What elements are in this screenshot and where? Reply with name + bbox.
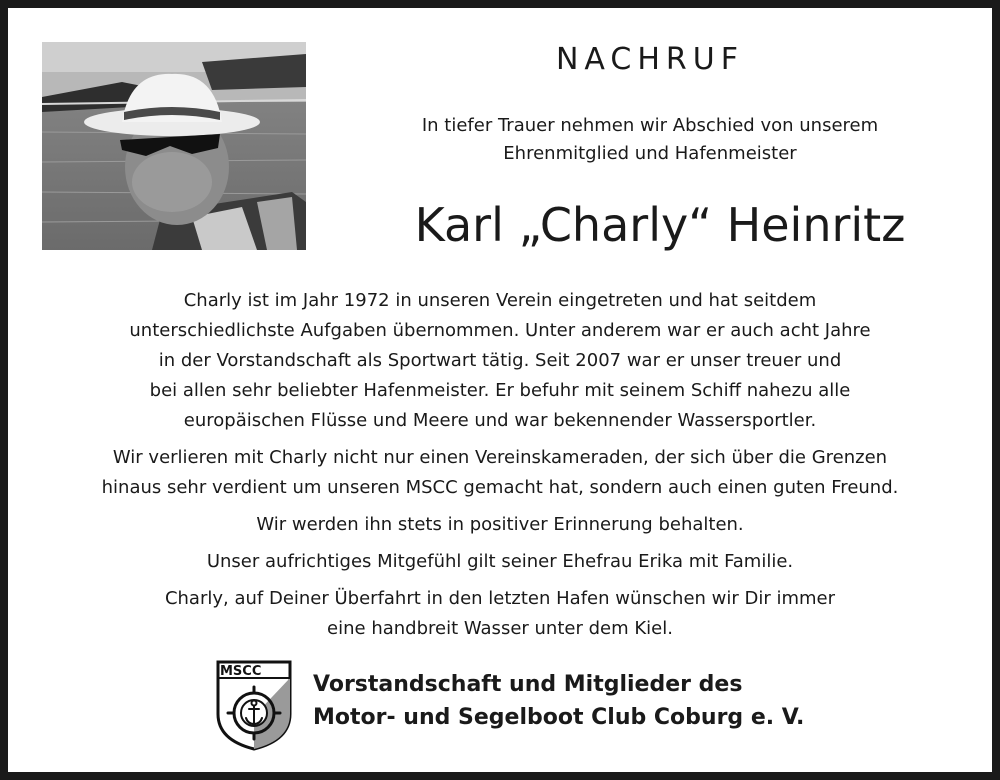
deceased-name: Karl „Charly“ Heinritz [414, 198, 906, 252]
paragraph [8, 547, 992, 577]
text-line: Unser aufrichtiges Mitgefühl gilt seiner Ehefrau Erika mit Familie. [206, 551, 794, 572]
signature-block [313, 668, 804, 734]
text-line: Wir werden ihn stets in positiver Erinnerung behalten. [256, 514, 744, 535]
text-line: Wir verlieren mit Charly nicht nur einen Vereinskameraden, der sich über die Grenzen [112, 447, 888, 468]
intro-text [308, 112, 992, 168]
club-logo [214, 656, 294, 752]
paragraph [8, 443, 992, 503]
text-line: hinaus sehr verdient um unseren MSCC gemacht hat, sondern auch einen guten Freund. [101, 477, 899, 498]
intro-line: Ehrenmitglied und Hafenmeister [503, 143, 797, 164]
text-line: Charly ist im Jahr 1972 in unseren Verein eingetreten und hat seitdem [183, 290, 817, 311]
text-line: in der Vorstandschaft als Sportwart tätig. Seit 2007 war er unser treuer und [158, 350, 842, 371]
text-line: eine handbreit Wasser unter dem Kiel. [327, 618, 673, 639]
text-line: europäischen Flüsse und Meere und war bekennender Wassersportler. [183, 410, 817, 431]
notice-title: NACHRUF [555, 42, 744, 77]
text-line: bei allen sehr beliebter Hafenmeister. Er befuhr mit seinem Schiff nahezu alle [149, 380, 851, 401]
paragraph [8, 286, 992, 436]
signature-line: Vorstandschaft und Mitglieder des [313, 672, 743, 697]
obituary-notice [8, 8, 992, 772]
logo-text: MSCC [220, 664, 262, 679]
portrait-photo [42, 42, 306, 250]
paragraph [8, 510, 992, 540]
text-line: unterschiedlichste Aufgaben übernommen. Unter anderem war er auch acht Jahre [129, 320, 871, 341]
paragraph [8, 584, 992, 644]
text-line: Charly, auf Deiner Überfahrt in den letzten Hafen wünschen wir Dir immer [164, 588, 836, 609]
obituary-body [8, 286, 992, 651]
intro-line: In tiefer Trauer nehmen wir Abschied von unserem [421, 115, 879, 136]
signature-line: Motor- und Segelboot Club Coburg e. V. [313, 705, 805, 730]
